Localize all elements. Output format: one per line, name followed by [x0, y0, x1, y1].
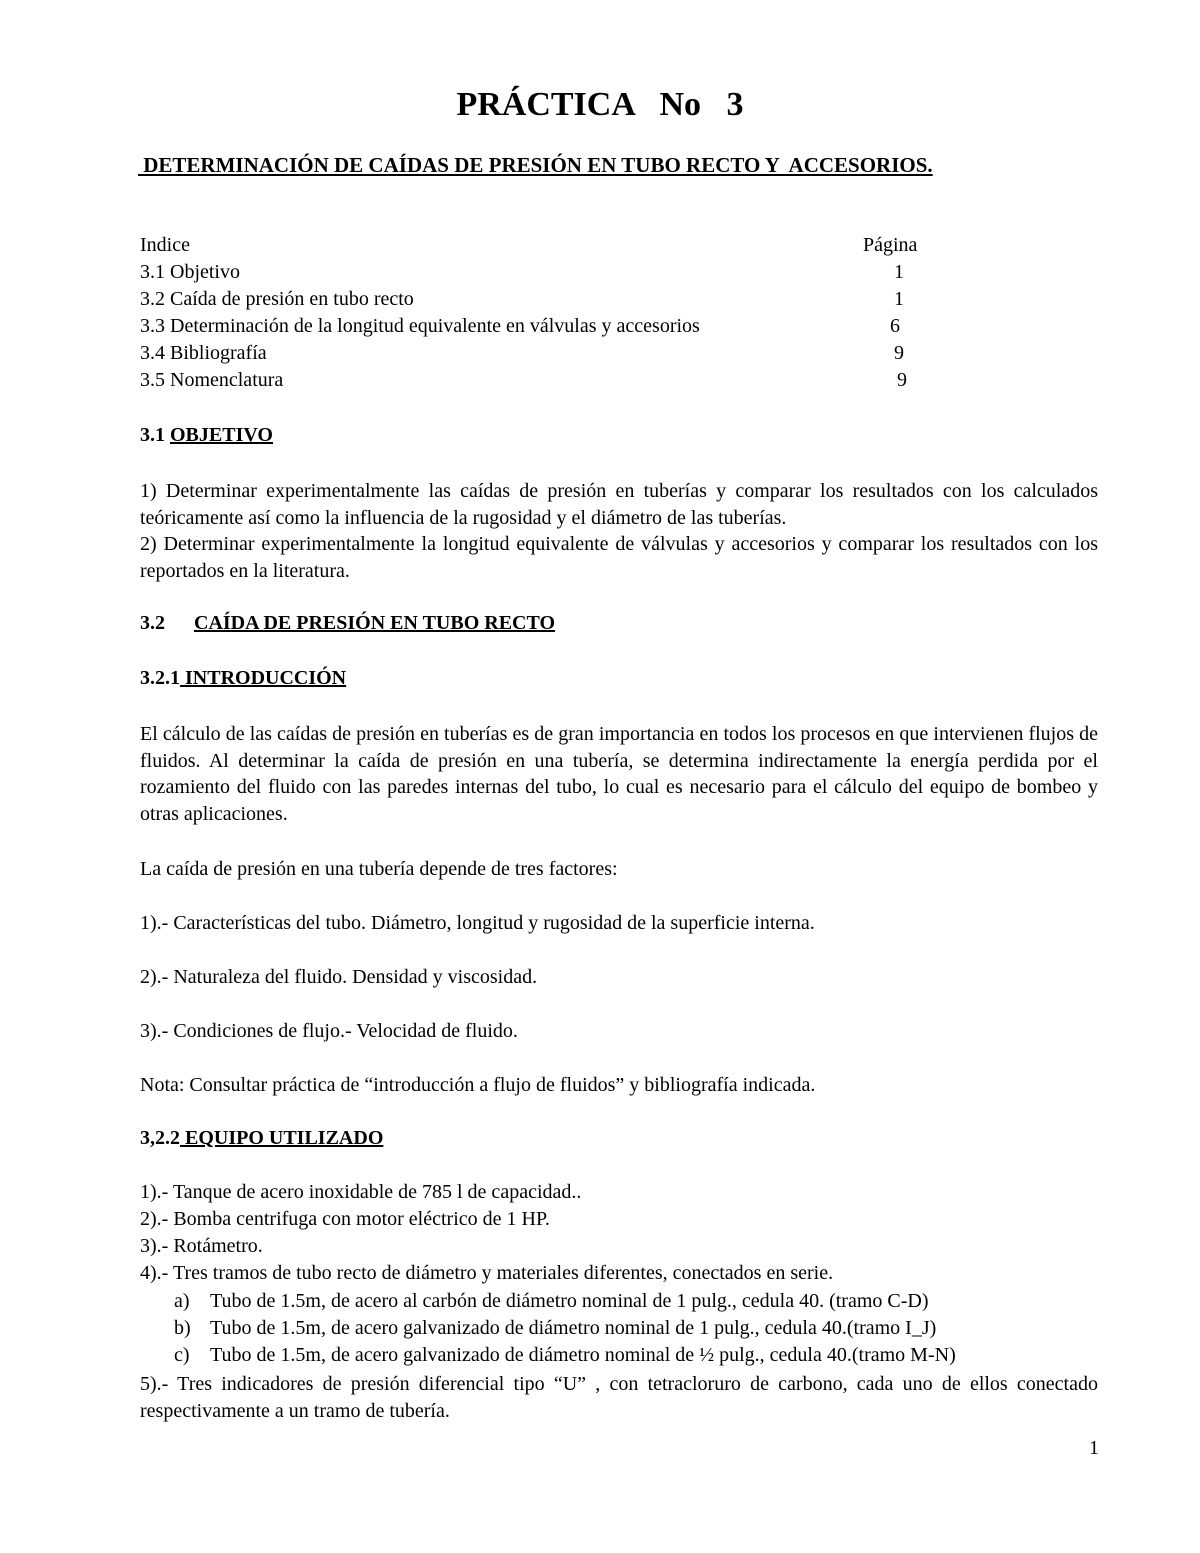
section-number: 3.2.1 [140, 667, 180, 689]
nota-paragraph: Nota: Consultar práctica de “introducción a flujo de fluidos” y bibliografía indicada. [140, 1074, 816, 1096]
toc-item-label: 3.2 Caída de presión en tubo recto [140, 288, 414, 310]
equipment-item: 4).- Tres tramos de tubo recto de diámetro y materiales diferentes, conectados en serie. [140, 1262, 834, 1284]
toc-item [140, 261, 940, 288]
objetivo-paragraph-2: 2) Determinar experimentalmente la longitud equivalente de válvulas y accesorios y comparar los resultados con los reportados en la literatura. [140, 533, 1098, 582]
equipment-subitem [174, 1290, 929, 1313]
subitem-marker: b) [174, 1317, 191, 1339]
intro-paragraph-2: La caída de presión en una tubería depende de tres factores: [140, 858, 618, 880]
toc-item-label: 3.5 Nomenclatura [140, 369, 284, 391]
toc-item-label: 3.4 Bibliografía [140, 342, 267, 364]
equipment-item: 3).- Rotámetro. [140, 1235, 263, 1257]
objetivo-paragraph-1: 1) Determinar experimentalmente las caídas de presión en tuberías y comparar los resultados con los calculados teóricamente así como la influencia de la rugosidad y el diámetro de las tuberías. [140, 480, 1098, 529]
section-heading-equipo [140, 1127, 383, 1150]
section-number: 3.1 [140, 424, 170, 446]
section-title: INTRODUCCIÓN [180, 667, 347, 689]
factor-item: 3).- Condiciones de flujo.- Velocidad de fluido. [140, 1020, 518, 1042]
section-title: CAÍDA DE PRESIÓN EN TUBO RECTO [194, 612, 556, 634]
toc-item [140, 315, 940, 342]
page-title: PRÁCTICA No 3 [456, 86, 744, 123]
toc-item-page: 1 [894, 261, 904, 283]
toc-item-label: 3.3 Determinación de la longitud equivalente en válvulas y accesorios [140, 315, 700, 337]
section-number: 3.2 [140, 612, 165, 634]
factor-item: 2).- Naturaleza del fluido. Densidad y viscosidad. [140, 966, 538, 988]
toc-item-page: 1 [894, 288, 904, 310]
subitem-text: Tubo de 1.5m, de acero galvanizado de diámetro nominal de 1 pulg., cedula 40.(tramo I_J) [210, 1317, 937, 1339]
page-number: 1 [1089, 1437, 1099, 1459]
toc-item-page: 9 [894, 342, 904, 364]
section-heading-introduccion [140, 667, 346, 690]
toc-item-page: 6 [890, 315, 900, 337]
document-subtitle: DETERMINACIÓN DE CAÍDAS DE PRESIÓN EN TUBO RECTO Y ACCESORIOS. [138, 153, 933, 177]
toc-item [140, 342, 940, 369]
section-heading-3-2 [140, 612, 555, 635]
toc-header-page: Página [863, 234, 918, 256]
subitem-marker: a) [174, 1290, 190, 1312]
intro-paragraph-1: El cálculo de las caídas de presión en tuberías es de gran importancia en todos los procesos en que intervienen flujos de fluidos. Al determinar la caída de presión en una tubería, se determina indirectamente la energía perdida por el rozamiento del fluido con las paredes internas del tubo, lo cual es necesario para el cálculo del equipo de bombeo y otras aplicaciones. [140, 723, 1098, 825]
section-title: OBJETIVO [170, 424, 273, 446]
equipment-item: 2).- Bomba centrifuga con motor eléctrico de 1 HP. [140, 1208, 550, 1230]
equipment-subitem [174, 1317, 936, 1340]
section-number: 3,2.2 [140, 1127, 180, 1149]
toc-item [140, 369, 940, 396]
subitem-marker: c) [174, 1344, 190, 1366]
equipment-item: 1).- Tanque de acero inoxidable de 785 l de capacidad.. [140, 1181, 582, 1203]
section-heading-objetivo [140, 424, 273, 447]
toc-item-page: 9 [897, 369, 907, 391]
toc-header [140, 234, 940, 261]
factor-item: 1).- Características del tubo. Diámetro, longitud y rugosidad de la superficie interna. [140, 912, 815, 934]
section-title: EQUIPO UTILIZADO [180, 1127, 384, 1149]
equipment-item-5: 5).- Tres indicadores de presión diferencial tipo “U” , con tetracloruro de carbono, cada uno de ellos conectado respectivamente a un tramo de tubería. [140, 1373, 1098, 1422]
toc-header-label: Indice [140, 234, 190, 256]
toc-item [140, 288, 940, 315]
subitem-text: Tubo de 1.5m, de acero galvanizado de diámetro nominal de ½ pulg., cedula 40.(tramo M-N) [210, 1344, 956, 1366]
toc-item-label: 3.1 Objetivo [140, 261, 240, 283]
subitem-text: Tubo de 1.5m, de acero al carbón de diámetro nominal de 1 pulg., cedula 40. (tramo C-D) [210, 1290, 929, 1312]
equipment-subitem [174, 1344, 956, 1367]
